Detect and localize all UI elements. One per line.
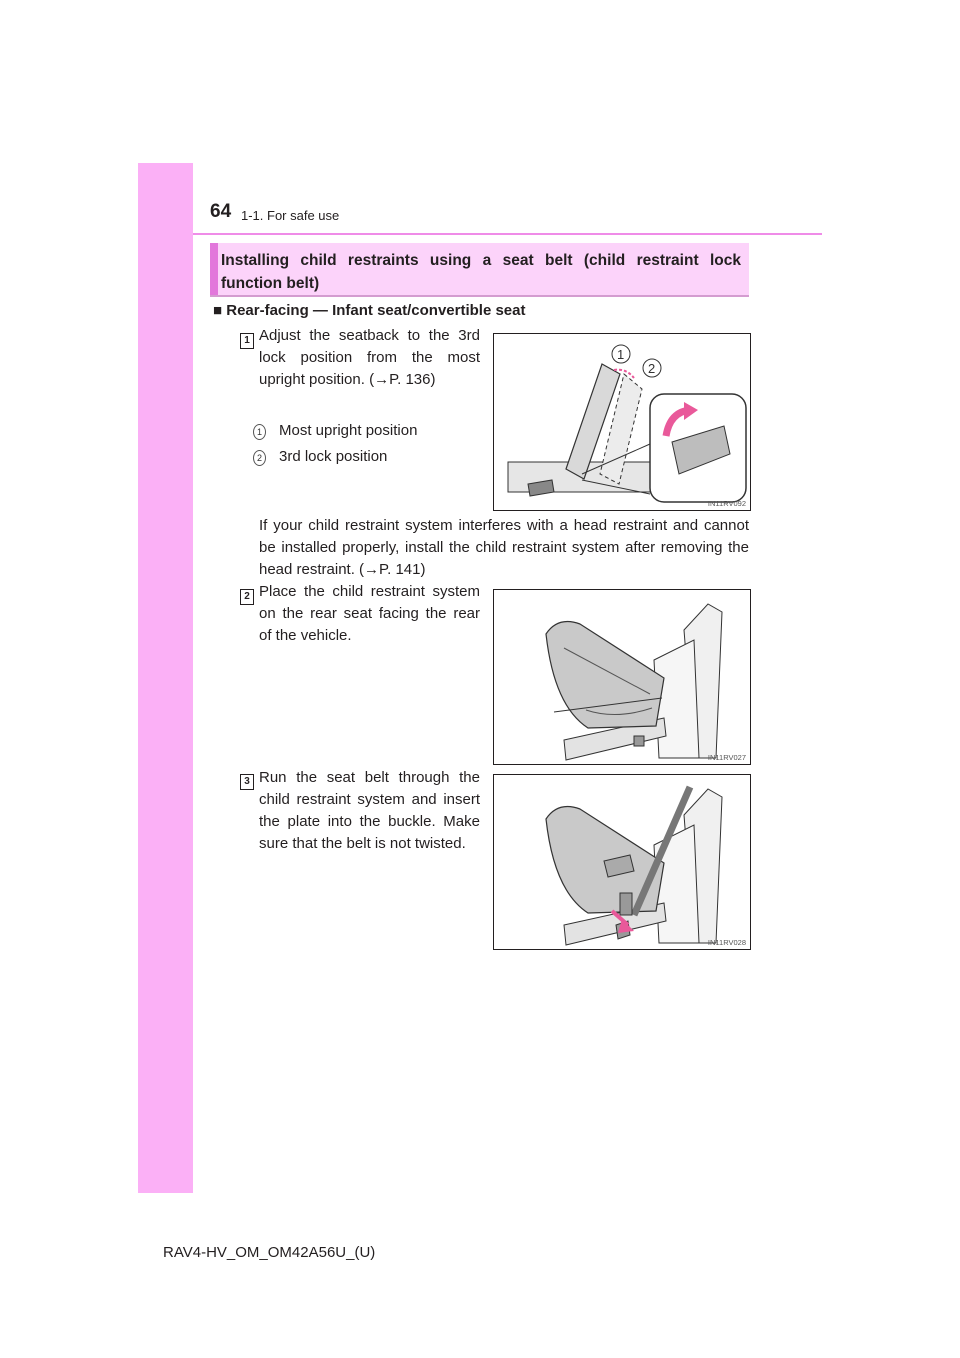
seatback-illustration [494,334,750,510]
figure-code: IN11RV092 [707,499,746,508]
figure-code: IN11RV028 [707,938,746,947]
step-3-text: Run the seat belt through the child restraint system and insert the plate into the buckle. Make sure that the belt is not twisted. [259,769,480,852]
step-1-note: If your child restraint system interferes with a head restraint and cannot be installed properly, install the child restraint system after removing the head restraint. (→P. 141) [259,517,749,578]
side-band [138,163,193,1193]
svg-text:2: 2 [648,361,656,376]
figure-seat-belt [493,774,751,950]
subheading-text: Rear-facing — Infant seat/convertible seat [226,302,526,319]
step-badge-3: 3 [240,774,254,790]
legend-number-2: 2 [253,450,266,466]
figure-code: IN11RV027 [707,753,746,762]
place-seat-illustration [494,590,750,764]
legend-label-2: 3rd lock position [279,448,388,465]
section-label: 1-1. For safe use [241,208,340,223]
legend-number-1: 1 [253,424,266,440]
section-heading: Installing child restraints using a seat belt (child restraint lock function belt) [221,252,741,292]
document-code: RAV4-HV_OM_OM42A56U_(U) [163,1244,376,1261]
step-badge-2: 2 [240,589,254,605]
page-number: 64 [210,201,232,222]
heading-rule [210,295,749,297]
seat-belt-illustration [494,775,750,949]
heading-accent [210,243,218,295]
legend-label-1: Most upright position [279,422,418,439]
figure-place-seat [493,589,751,765]
bullet-icon: ■ [213,302,223,319]
svg-text:1: 1 [617,347,625,362]
figure-seatback-adjust [493,333,751,511]
step-2-text: Place the child restraint system on the rear seat facing the rear of the vehicle. [259,583,480,644]
step-1-text: Adjust the seatback to the 3rd lock position from the most upright position. (→P. 136) [259,327,480,388]
subheading [213,302,526,319]
step-badge-1: 1 [240,333,254,349]
header-rule [193,233,822,235]
